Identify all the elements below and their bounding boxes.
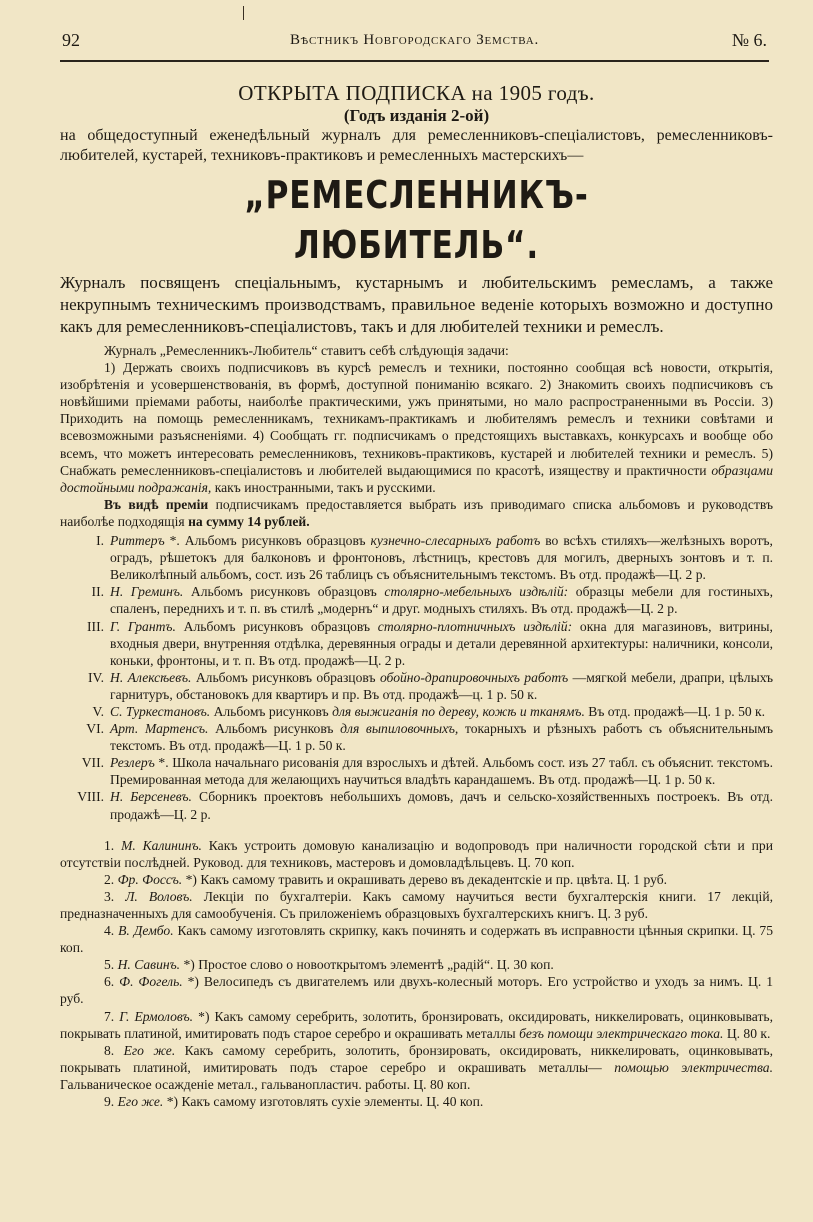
book-description: Какъ самому серебрить, золотить, бронзировать, оксидировать, никкелировать, оцинковывать, покрывать платиной, имитировать подъ старое серебро и окрашивать металлы— [60, 1042, 774, 1075]
album-description: Альбомъ рисунковъ образцовъ [195, 669, 376, 685]
ad-intro: на общедоступный еженедѣльный журналъ для ремесленниковъ-спеціалистовъ, ремесленниковъ-любителей, кустарей, техниковъ-практиковъ и ремесленныхъ мастерскихъ— [60, 127, 773, 164]
album-author: Н. Алексѣевъ. [110, 669, 192, 685]
book-number: 3. [104, 888, 115, 904]
book-author: Г. Ермоловъ. [119, 1008, 194, 1024]
album-list [60, 532, 773, 823]
album-item [60, 703, 773, 720]
album-number: VI. [86, 721, 104, 737]
book-item [60, 837, 773, 871]
advertisement [60, 66, 773, 1110]
album-item [60, 618, 773, 669]
album-author: Риттеръ [110, 533, 165, 549]
album-item [60, 669, 773, 703]
book-description: *) Какъ самому травить и окрашивать дерево въ декадентскіе и пр. цвѣта. Ц. 1 руб. [185, 871, 668, 887]
book-item [60, 1008, 773, 1042]
ad-subtitle: (Годъ изданія 2-ой) [343, 106, 490, 125]
album-topic: для выжиганія по дереву, кожѣ и тканямъ. [332, 703, 585, 719]
book-list [60, 837, 773, 1111]
album-details: —мягкой мебели, драпри, цѣлыхъ гарнитуръ, обстановокъ для квартиръ и пр. Въ отд. продажѣ—ц. 1 р. 50 к. [110, 669, 774, 702]
album-description: Альбомъ рисунковъ [213, 703, 329, 719]
book-after: Ц. 80 к. [726, 1025, 771, 1041]
album-description: Альбомъ рисунковъ образцовъ [190, 584, 377, 600]
album-description: Альбомъ рисунковъ [215, 721, 334, 737]
book-author: В. Дембо. [118, 923, 174, 939]
album-topic: кузнечно-слесарныхъ работъ [370, 533, 541, 549]
book-description: *) Простое слово о новооткрытомъ элементѣ „радій“. Ц. 30 коп. [183, 957, 554, 973]
album-text [110, 703, 773, 720]
book-item [60, 956, 773, 973]
book-item [60, 888, 773, 922]
album-description: *. Альбомъ рисунковъ образцовъ [169, 533, 366, 549]
album-item [60, 532, 773, 583]
album-description: *. Школа начальнаго рисованія для взрослыхъ и дѣтей. Альбомъ сост. изъ 27 табл. съ объяснит. текстомъ. Премированная метода для желающихъ научиться владѣть карандашемъ. Въ отд. продажѣ—Ц. 1 р. 50 к. [110, 755, 773, 788]
album-topic: обойно-драпировочныхъ работъ [379, 669, 569, 685]
book-number: 7. [104, 1008, 115, 1024]
album-text [110, 583, 773, 617]
book-item [60, 871, 773, 888]
book-author: М. Калининъ. [121, 837, 202, 853]
issue-number: № 6. [731, 30, 767, 50]
book-author: Фр. Фоссъ. [117, 871, 183, 887]
premium-bold-end: на сумму 14 рублей. [188, 513, 310, 529]
album-text [110, 754, 773, 788]
book-author: Его же. [117, 1094, 164, 1110]
album-topic: столярно-мебельныхъ издѣлій: [384, 584, 569, 600]
album-number: VIII. [77, 789, 104, 805]
album-description: Альбомъ рисунковъ образцовъ [183, 618, 370, 634]
ad-title: ОТКРЫТА ПОДПИСКА на 1905 годъ. [238, 81, 595, 105]
journal-name: „РЕМЕСЛЕННИКЪ-ЛЮБИТЕЛЬ“. [244, 173, 589, 267]
book-item [60, 1093, 773, 1110]
journal-title: Вѣстникъ Новгородскаго Земства. [289, 32, 540, 48]
book-number: 8. [104, 1042, 115, 1058]
tasks-paragraph [60, 359, 773, 496]
book-description: Какъ самому изготовлять скрипку, какъ починять и содержать въ исправности цѣнныя скрипки. Ц. 75 коп. [60, 923, 773, 956]
album-item [60, 754, 773, 788]
album-author: Резлеръ [110, 755, 155, 771]
tasks-intro: Журналъ „Ремесленникъ-Любитель“ ставитъ себѣ слѣдующія задачи: [104, 343, 509, 358]
album-number: III. [87, 618, 104, 634]
album-text [110, 669, 773, 703]
album-author: Н. Греминъ. [110, 584, 184, 600]
header-rule [60, 60, 769, 62]
book-number: 9. [104, 1094, 115, 1110]
album-text [110, 788, 773, 822]
book-italic: помощью электричества. [614, 1059, 773, 1075]
album-topic: столярно-плотничныхъ издѣлій: [377, 618, 573, 634]
book-number: 2. [104, 871, 115, 887]
album-item [60, 788, 773, 822]
tasks-end: какъ иностранными, такъ и русскими. [214, 479, 436, 495]
page-number: 92 [62, 30, 80, 50]
album-item [60, 583, 773, 617]
book-description: *) Какъ самому изготовлять сухіе элементы. Ц. 40 коп. [166, 1094, 484, 1110]
book-number: 1. [104, 837, 115, 853]
premium-middle: подписчикамъ предоставляется выбрать изъ приводимаго списка альбомовъ и руководствъ наиболѣе подходящія [60, 496, 773, 529]
album-author: Г. Грантъ. [110, 618, 176, 634]
journal-description: Журналъ посвященъ спеціальнымъ, кустарнымъ и любительскимъ ремесламъ, а также некрупнымъ техническимъ производствамъ, правильное веденіе которыхъ возможно и доступно какъ для ремесленниковъ-спеціалистовъ, такъ и для любителей техники и ремеслъ. [60, 273, 773, 336]
album-author: Н. Берсеневъ. [110, 789, 192, 805]
album-author: Арт. Мартенсъ. [110, 721, 209, 737]
running-header [62, 30, 767, 56]
book-number: 5. [104, 957, 115, 973]
book-description: *) Велосипедъ съ двигателемъ или двухъ-колесный моторъ. Его устройство и уходъ за нимъ. Ц. 1 руб. [60, 974, 774, 1007]
album-details: окна для магазиновъ, витрины, входныя двери, внутренняя отдѣлка, деревянныя ограды и детали деревянной архитектуры: наличники, консоли, коньки, фронтоны, и т. п. Въ отд. продажѣ—Ц. 2 р. [110, 618, 773, 668]
book-description: Лекціи по бухгалтеріи. Какъ самому научиться вести бухгалтерскія книги. 17 лекцій, предназначенныхъ для самообученія. Съ приложеніемъ образцовыхъ бухгалтерскихъ книгъ. Ц. 3 руб. [60, 888, 773, 921]
book-author: Его же. [123, 1042, 176, 1058]
tasks-text: 1) Держать своихъ подписчиковъ въ курсѣ ремеслъ и техники, постоянно сообщая всѣ новости, открытія, изобрѣтенія и усовершенствованія, въ формѣ, доступной пониманію всякаго. 2) Знакомить своихъ подписчиковъ съ новѣйшими пріемами работы, наиболѣе практическими, ужъ принятыми, но мало распространенными въ Россіи. 3) Приходить на помощь ремесленникамъ, техникамъ-практикамъ и любителямъ ремеслъ и техники совѣтами и всевозможными разъясненіями. 4) Сообщать гг. подписчикамъ о предстоящихъ выставкахъ, конкурсахъ и вообще обо всемъ, что можетъ интересовать ремесленниковъ, техниковъ-практиковъ, кустарей и любителей техники и ремеслъ. 5) Снабжать ремесленниковъ-спеціалистовъ и любителей выдающимися по красотѣ, изяществу и практичности [60, 360, 773, 478]
book-item [60, 1042, 773, 1093]
album-number: V. [92, 703, 104, 719]
album-details: образцы мебели для гостиныхъ, спаленъ, переднихъ и т. п. въ стилѣ „модернъ“ и друг. модныхъ стиляхъ. Въ отд. продажѣ—Ц. 2 р. [110, 584, 773, 617]
book-author: Ф. Фогель. [119, 974, 183, 990]
album-text [110, 720, 773, 754]
album-number: IV. [88, 669, 104, 685]
book-description: Какъ устроить домовую канализацію и водопроводъ при наличности городской сѣти и при отсутствіи послѣдней. Руковод. для техниковъ, мастеровъ и домовладѣльцевъ. Ц. 70 коп. [60, 837, 773, 870]
margin-mark [243, 6, 244, 20]
book-item [60, 973, 773, 1007]
book-author: Л. Воловъ. [125, 888, 193, 904]
album-author: С. Туркестановъ. [110, 703, 211, 719]
album-number: II. [91, 584, 104, 600]
album-text [110, 532, 773, 583]
book-description: *) Какъ самому серебрить, золотить, бронзировать, оксидировать, никкелировать, оцинковывать, покрывать платиной, имитировать подъ старое серебро и окрашивать металлы [60, 1008, 774, 1041]
album-details: во всѣхъ стиляхъ—желѣзныхъ воротъ, оградъ, рѣшетокъ для балконовъ и фронтоновъ, лѣстницъ, крестовъ для могилъ, дверныхъ зонтовъ и т. п. Великолѣпный альбомъ, сост. изъ 26 таблицъ съ объяснительнымъ текстомъ. Въ отд. продажѣ—Ц. 2 р. [110, 533, 773, 583]
album-details: токарныхъ и рѣзныхъ работъ съ объяснительнымъ текстомъ. Въ отд. продажѣ—Ц. 1 р. 50 к. [110, 721, 773, 754]
album-text [110, 618, 773, 669]
premium-paragraph [60, 496, 773, 530]
album-description: Сборникъ проектовъ небольшихъ домовъ, дачъ и сельско-хозяйственныхъ построекъ. Въ отд. продажѣ—Ц. 2 р. [110, 789, 773, 822]
book-number: 4. [104, 923, 115, 939]
album-number: I. [96, 533, 104, 549]
book-number: 6. [104, 974, 115, 990]
book-author: Н. Савинъ. [117, 957, 181, 973]
tasks-italic: образцами достойными подражанія, [60, 462, 773, 495]
book-item [60, 922, 773, 956]
album-topic: для выпиловочныхъ, [340, 721, 459, 737]
premium-bold-start: Въ видѣ преміи [104, 496, 209, 512]
book-after: Гальваническое осажденіе метал., гальванопластич. работы. Ц. 80 коп. [60, 1076, 471, 1092]
book-italic: безъ помощи электрическаго тока. [519, 1025, 724, 1041]
album-number: VII. [81, 755, 104, 771]
album-item [60, 720, 773, 754]
album-details: Въ отд. продажѣ—Ц. 1 р. 50 к. [588, 703, 766, 719]
